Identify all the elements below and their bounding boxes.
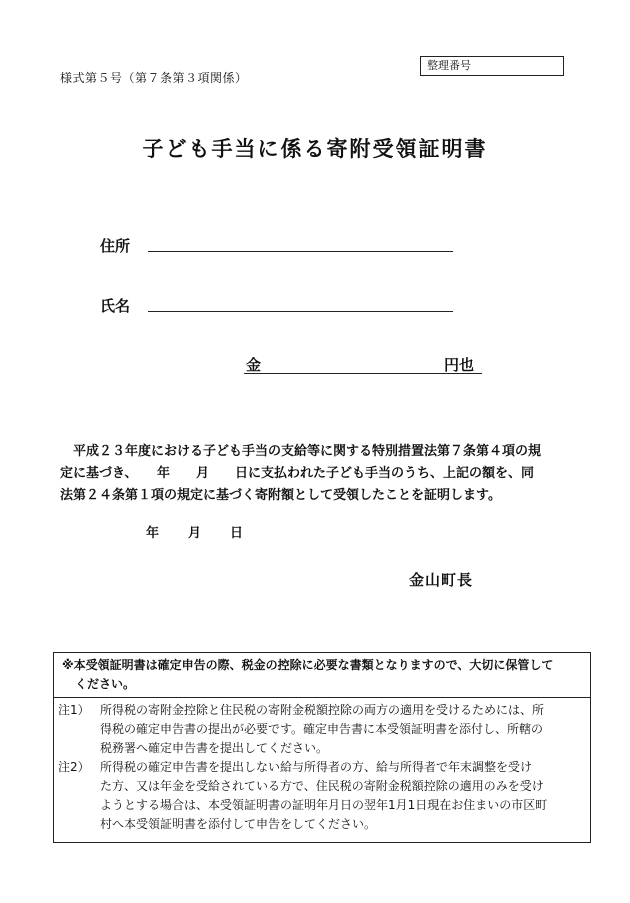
amount-prefix: 金 — [246, 356, 262, 374]
page-title: 子ども手当に係る寄附受領証明書 — [142, 136, 488, 161]
note-line: 所得税の確定申告書を提出しない給与所得者の方、給与所得者で年末調整を受け — [100, 760, 533, 774]
issue-date: 年 月 日 — [146, 526, 245, 541]
form-code: 様式第５号（第７条第３項関係） — [60, 71, 248, 85]
reference-number-box[interactable] — [420, 56, 564, 76]
notes-box — [53, 652, 591, 843]
notes-header — [54, 653, 590, 698]
reference-number-label: 整理番号 — [427, 59, 471, 72]
note-line: 所得税の寄附金控除と住民税の寄附金税額控除の両方の適用を受けるためには、所 — [100, 703, 545, 717]
notes-header-line: ※本受領証明書は確定申告の際、税金の控除に必要な書類となりますので、大切に保管して — [62, 658, 554, 672]
body-line: 定に基づき、 年 月 日に支払われた子ども手当のうち、上記の額を、同 — [60, 466, 534, 481]
note-line: た方、又は年金を受給されている方で、住民税の寄附金税額控除の適用のみを受け — [100, 779, 544, 793]
note-line: 税務署へ確定申告書を提出してください。 — [100, 741, 329, 755]
note-tag: 注2） — [58, 760, 90, 774]
note-tag: 注1） — [58, 703, 90, 717]
address-field[interactable] — [148, 251, 453, 252]
note-item — [54, 758, 590, 834]
address-label: 住所 — [100, 237, 131, 255]
amount-field[interactable] — [244, 373, 482, 374]
note-line: 得税の確定申告書の提出が必要です。確定申告書に本受領証明書を添付し、所轄の — [100, 722, 544, 736]
notes-header-line: ください。 — [75, 677, 136, 691]
name-label: 氏名 — [100, 297, 131, 315]
certification-body — [60, 441, 575, 507]
name-field[interactable] — [148, 311, 453, 312]
note-line: 村へ本受領証明書を添付して申告をしてください。 — [100, 817, 377, 831]
body-line: 平成２３年度における子ども手当の支給等に関する特別措置法第７条第４項の規 — [60, 444, 542, 459]
note-line: ようとする場合は、本受領証明書の証明年月日の翌年1月1日現在お住まいの市区町 — [100, 798, 548, 812]
body-line: 法第２４条第１項の規定に基づく寄附額として受領したことを証明します。 — [60, 488, 501, 503]
amount-suffix: 円也 — [444, 356, 475, 374]
note-item — [54, 701, 590, 758]
issuer-name: 金山町長 — [409, 571, 474, 589]
